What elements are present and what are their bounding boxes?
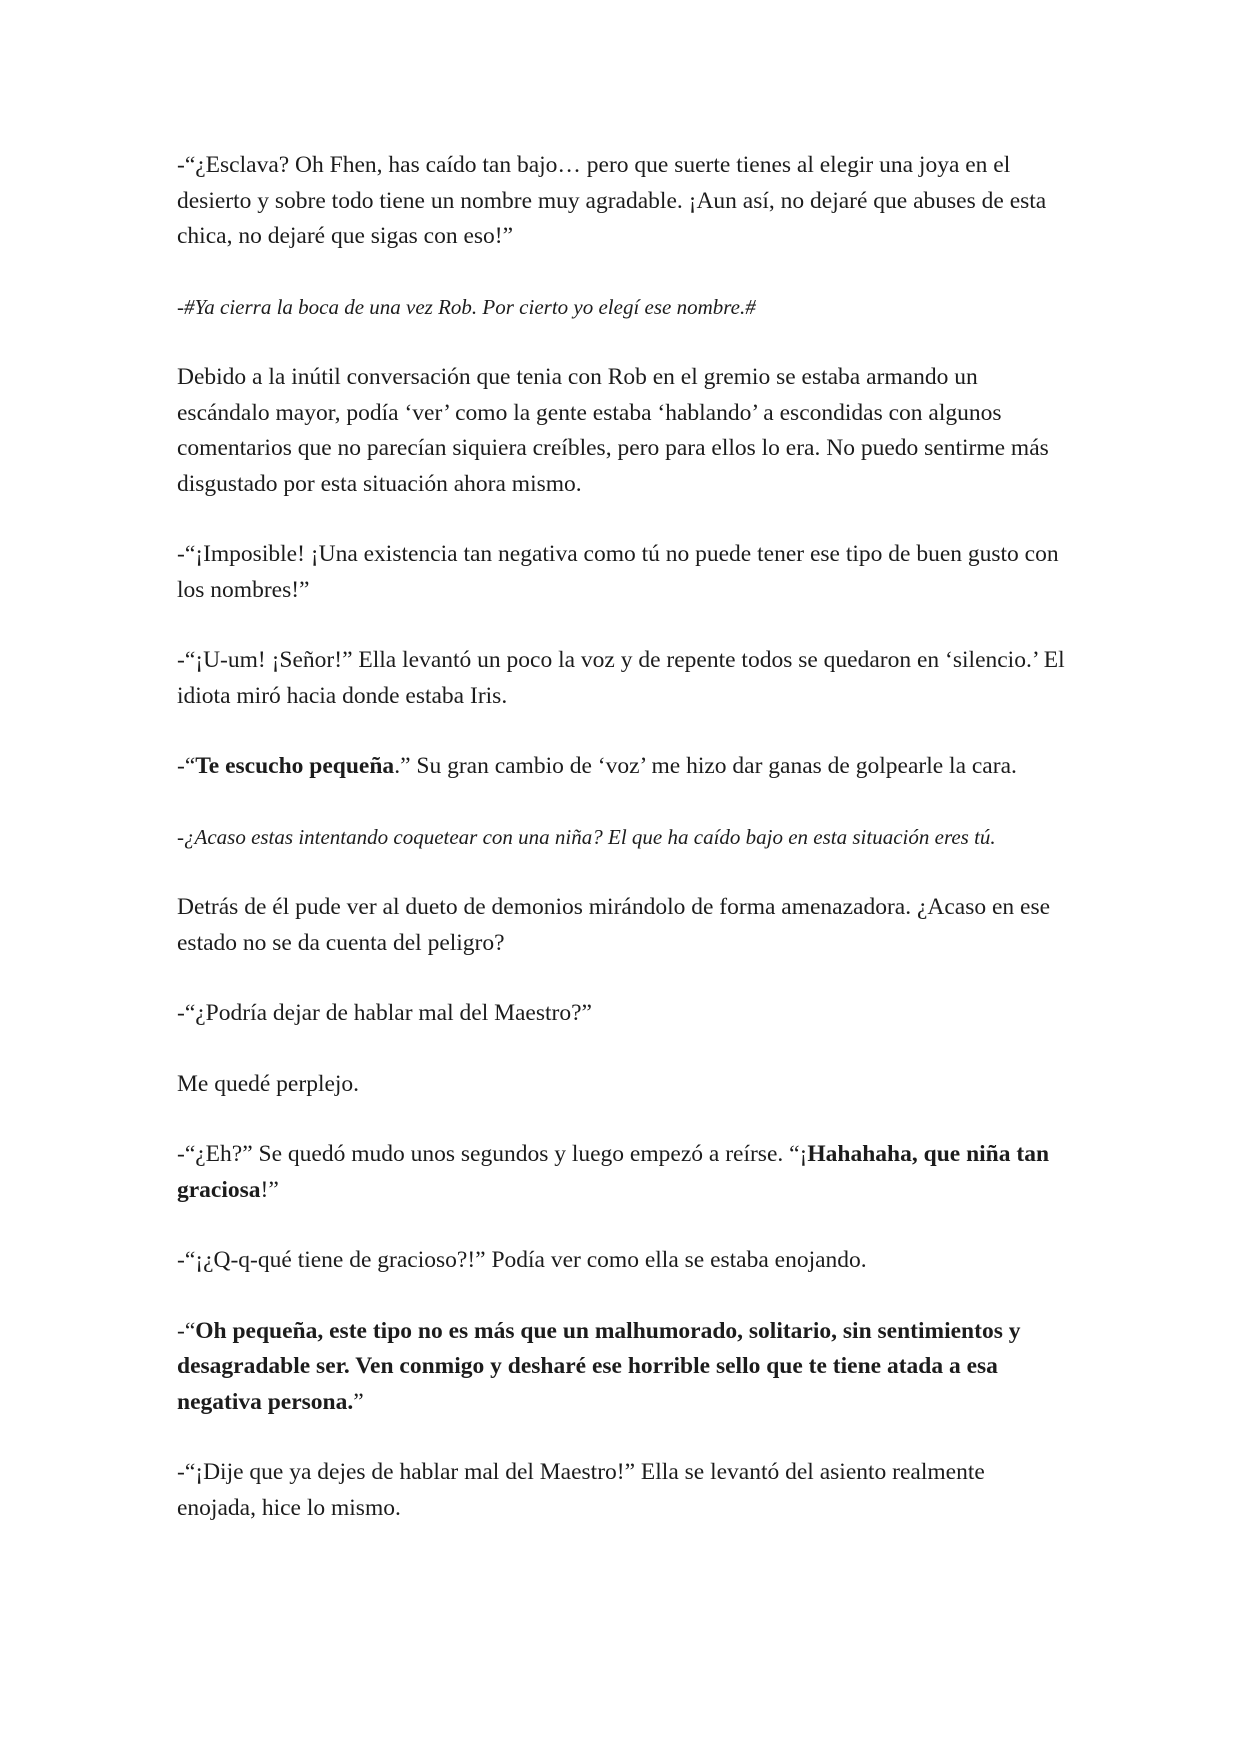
paragraph: -“¿Podría dejar de hablar mal del Maestro?”: [177, 1000, 592, 1026]
paragraph: Debido a la inútil conversación que tenia con Rob en el gremio se estaba armando un escándalo mayor, podía ‘ver’ como la gente estaba ‘hablando’ a escondidas con algunos comentarios que no parecían siquiera creíbles, pero para ellos lo era. No puedo sentirme más disgustado por esta situación ahora mismo.: [177, 364, 1049, 497]
paragraph: -“¡Dije que ya dejes de hablar mal del Maestro!” Ella se levantó del asiento realmente enojada, hice lo mismo.: [177, 1459, 985, 1521]
paragraph: -“¿Esclava? Oh Fhen, has caído tan bajo… pero que suerte tienes al elegir una joya en el desierto y sobre todo tiene un nombre muy agradable. ¡Aun así, no dejaré que abuses de esta chica, no dejaré que sigas con eso!”: [177, 152, 1047, 249]
paragraph: [177, 749, 1067, 785]
paragraph: [177, 1314, 1067, 1421]
italic-thought-paragraph: -#Ya cierra la boca de una vez Rob. Por cierto yo elegí ese nombre.#: [177, 294, 756, 319]
text-column: [177, 148, 1067, 1561]
paragraph-text-suffix: .” Su gran cambio de ‘voz’ me hizo dar ganas de golpearle la cara.: [394, 753, 1017, 779]
bold-dialogue: Hahahaha, que niña tan graciosa: [177, 1141, 1050, 1203]
paragraph: Me quedé perplejo.: [177, 1070, 360, 1097]
paragraph-text-prefix: -“¿Eh?” Se quedó mudo unos segundos y luego empezó a reírse. “¡: [177, 1141, 808, 1167]
paragraph: Detrás de él pude ver al dueto de demonios mirándolo de forma amenazadora. ¿Acaso en ese estado no se da cuenta del peligro?: [177, 894, 1051, 956]
italic-thought-paragraph: -¿Acaso estas intentando coquetear con una niña? El que ha caído bajo en esta situación eres tú.: [177, 824, 996, 849]
paragraph-text-prefix: -“: [177, 1317, 196, 1344]
paragraph: -“¡U-um! ¡Señor!” Ella levantó un poco la voz y de repente todos se quedaron en ‘silencio.’ El idiota miró hacia donde estaba Iris.: [177, 647, 1065, 709]
paragraph: [177, 1137, 1067, 1208]
paragraph: -“¡Imposible! ¡Una existencia tan negativa como tú no puede tener ese tipo de buen gusto con los nombres!”: [177, 541, 1059, 603]
paragraph-text-suffix: !”: [260, 1176, 279, 1203]
bold-dialogue: Oh pequeña, este tipo no es más que un malhumorado, solitario, sin sentimientos y desagradable ser. Ven conmigo y desharé ese horrible sello que te tiene atada a esa negativa persona.: [177, 1317, 1021, 1415]
bold-dialogue: Te escucho pequeña: [195, 753, 395, 779]
paragraph-text-prefix: -“: [177, 753, 196, 779]
paragraph-text-suffix: ”: [353, 1388, 364, 1415]
paragraph: -“¡¿Q-q-qué tiene de gracioso?!” Podía ver como ella se estaba enojando.: [177, 1247, 867, 1273]
